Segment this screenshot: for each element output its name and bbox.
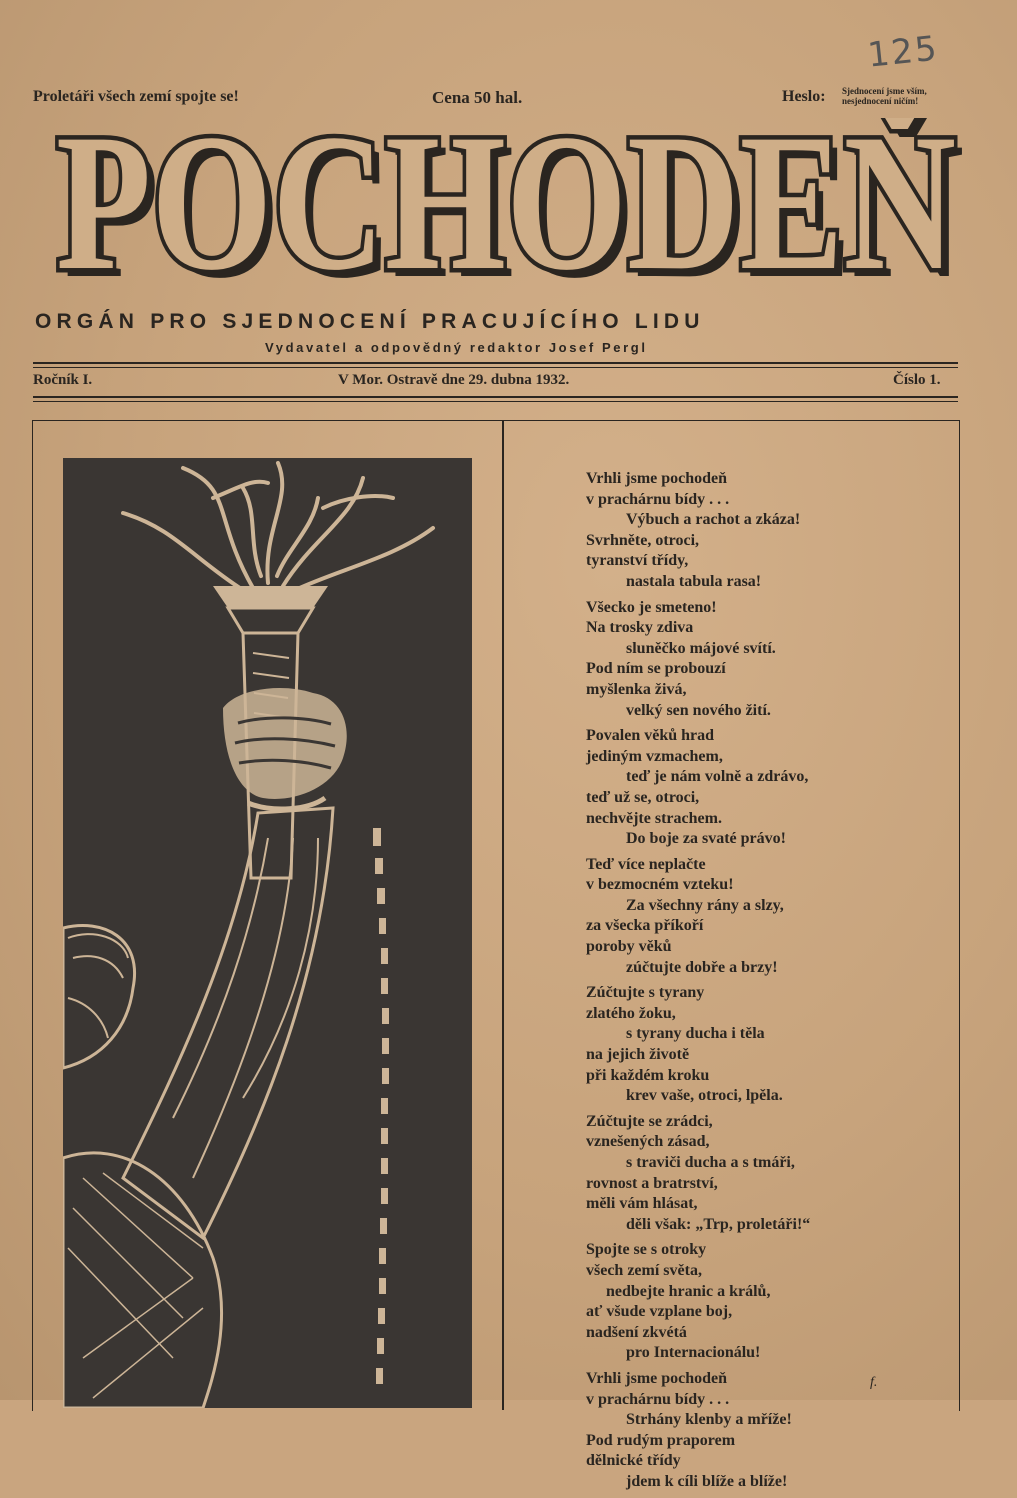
- rule-bottom-1: [33, 396, 958, 398]
- footer-mark: f.: [870, 1375, 878, 1390]
- poem-line: Svrhněte, otroci,: [586, 531, 700, 549]
- price: Cena 50 hal.: [432, 88, 523, 107]
- svg-text:POCHODEŇ: POCHODEŇ: [56, 118, 956, 298]
- poem-stanza: [586, 1240, 946, 1364]
- poem-line: vznešených zásad,: [586, 1133, 710, 1151]
- poem-stanza: [586, 855, 946, 979]
- rule-top-2: [33, 367, 958, 368]
- poem-line: při každém kroku: [586, 1066, 710, 1084]
- publisher-line: Vydavatel a odpovědný redaktor Josef Pergl: [265, 340, 648, 355]
- poem: [586, 469, 946, 1498]
- poem-line: dělnické třídy: [586, 1452, 681, 1470]
- heslo-line-1: Sjednocení jsme vším,: [842, 86, 927, 96]
- poem-line: Zúčtujte se zrádci,: [586, 1112, 713, 1130]
- poem-line: s tyrany ducha i těla: [626, 1025, 765, 1043]
- poem-line: Pod ním se probouzí: [586, 660, 726, 678]
- motto: Proletáři všech zemí spojte se!: [33, 88, 239, 105]
- poem-line: jediným vzmachem,: [586, 747, 723, 765]
- poem-line: nechvějte strachem.: [586, 809, 722, 827]
- poem-line: ať všude vzplane boj,: [586, 1303, 733, 1321]
- torch-woodcut-illustration: [63, 458, 472, 1408]
- poem-line: Spojte se s otroky: [586, 1241, 707, 1259]
- poem-line: Povalen věků hrad: [586, 727, 715, 745]
- volume: Ročník I.: [33, 372, 93, 388]
- heslo-text: [842, 86, 972, 106]
- poem-stanza: [586, 469, 946, 593]
- dateline: V Mor. Ostravě dne 29. dubna 1932.: [338, 372, 570, 388]
- poem-line: Všecko je smeteno!: [586, 598, 717, 616]
- poem-line: v prachárnu bídy . . .: [586, 490, 730, 508]
- poem-line: Za všechny rány a slzy,: [626, 896, 784, 914]
- poem-line: nastala tabula rasa!: [626, 572, 762, 590]
- poem-line: Teď více neplačte: [586, 855, 706, 873]
- poem-line: na jejich životě: [586, 1046, 690, 1064]
- poem-line: Výbuch a rachot a zkáza!: [626, 511, 801, 529]
- masthead-title: [30, 118, 990, 298]
- poem-line: Na trosky zdiva: [586, 619, 694, 637]
- poem-line: měli vám hlásat,: [586, 1195, 698, 1213]
- poem-line: všech zemí světa,: [586, 1261, 702, 1279]
- rule-top-1: [33, 362, 958, 364]
- poem-stanza: [586, 1112, 946, 1236]
- svg-text:POCHODEŇ: POCHODEŇ: [64, 118, 964, 298]
- column-divider: [502, 420, 504, 1410]
- poem-stanza: [586, 983, 946, 1107]
- poem-line: teď už se, otroci,: [586, 788, 700, 806]
- masthead-logo: [30, 118, 990, 298]
- poem-line: Vrhli jsme pochodeň: [586, 1369, 728, 1387]
- poem-line: Zúčtujte s tyrany: [586, 984, 705, 1002]
- poem-line: myšlenka živá,: [586, 680, 687, 698]
- poem-line: v bezmocném vzteku!: [586, 876, 734, 894]
- poem-line: za všecka příkoří: [586, 917, 704, 935]
- masthead-subtitle: ORGÁN PRO SJEDNOCENÍ PRACUJÍCÍHO LIDU: [35, 310, 705, 333]
- poem-line: Vrhli jsme pochodeň: [586, 470, 728, 487]
- handwritten-note: 125: [865, 28, 941, 76]
- poem-line: krev vaše, otroci, lpěla.: [626, 1087, 783, 1105]
- poem-line: teď je nám volně a zdrávo,: [626, 768, 809, 786]
- poem-line: sluněčko májové svítí.: [626, 639, 776, 657]
- top-line: [0, 88, 1017, 112]
- poem-line: zúčtujte dobře a brzy!: [626, 958, 778, 976]
- issue-number: Číslo 1.: [893, 372, 941, 388]
- heslo-label: Heslo:: [782, 88, 826, 105]
- heslo-line-2: nesjednocení ničím!: [842, 96, 919, 106]
- torch-arm-image: [63, 458, 472, 1408]
- poem-line: nadšení zkvétá: [586, 1323, 687, 1341]
- rule-bottom-2: [33, 401, 958, 402]
- poem-line: děli však: „Trp, proletáři!“: [626, 1215, 811, 1233]
- poem-line: jdem k cíli blíže a blíže!: [626, 1472, 788, 1490]
- poem-stanza: [586, 598, 946, 722]
- poem-stanza: [586, 726, 946, 850]
- issue-line: [0, 372, 1017, 394]
- poem-line: Pod rudým praporem: [586, 1431, 736, 1449]
- poem-line: zlatého žoku,: [586, 1004, 676, 1022]
- poem-line: tyranství třídy,: [586, 552, 689, 570]
- poem-line: Do boje za svaté právo!: [626, 830, 786, 848]
- poem-line: Strhány klenby a mříže!: [626, 1411, 792, 1429]
- poem-line: nedbejte hranic a králů,: [606, 1282, 771, 1300]
- poem-line: pro Internacionálu!: [626, 1344, 761, 1362]
- poem-line: s traviči ducha a s tmáři,: [626, 1154, 795, 1171]
- poem-line: poroby věků: [586, 938, 672, 956]
- poem-line: rovnost a bratrství,: [586, 1174, 718, 1192]
- poem-stanza: [586, 1369, 946, 1493]
- poem-line: velký sen nového žití.: [626, 701, 771, 719]
- poem-line: v prachárnu bídy . . .: [586, 1390, 730, 1408]
